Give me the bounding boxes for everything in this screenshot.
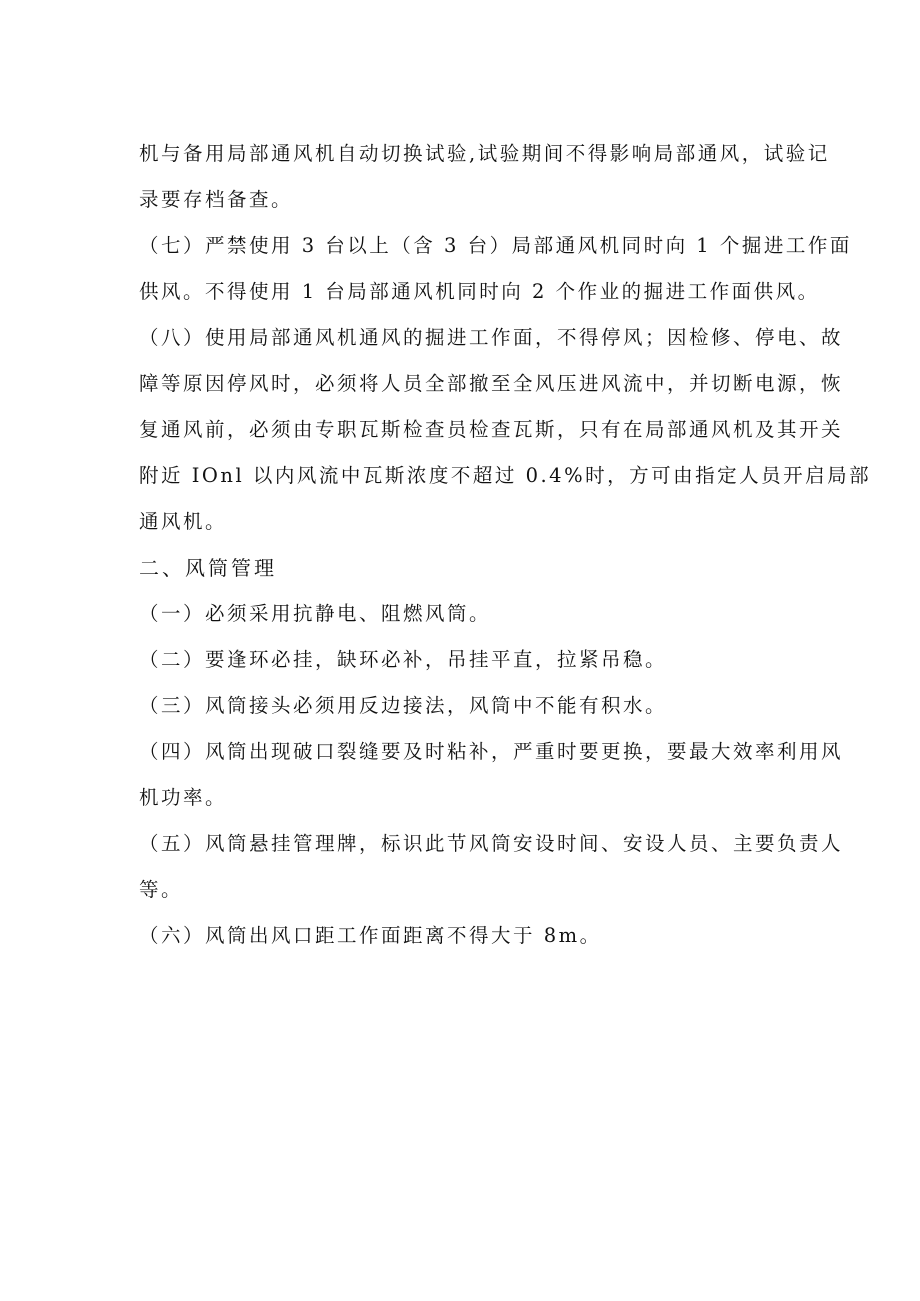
text-line: 机功率。	[139, 786, 228, 809]
text-line: 复通风前，必须由专职瓦斯检查员检查瓦斯，只有在局部通风机及其开关	[139, 418, 844, 441]
text-line: （一）必须采用抗静电、阻燃风筒。	[139, 602, 492, 625]
text-line: （七）严禁使用 3 台以上（含 3 台）局部通风机同时向 1 个掘进工作面	[139, 234, 852, 257]
text-line: （二）要逢环必挂，缺环必补，吊挂平直，拉紧吊稳。	[139, 648, 668, 671]
text-line: 供风。不得使用 1 台局部通风机同时向 2 个作业的掘进工作面供风。	[139, 280, 820, 303]
text-line: （六）风筒出风口距工作面距离不得大于 8m。	[139, 924, 602, 947]
text-line: 等。	[139, 878, 184, 901]
text-line: （五）风筒悬挂管理牌，标识此节风筒安设时间、安设人员、主要负责人	[139, 832, 844, 855]
text-line: （三）风筒接头必须用反边接法，风筒中不能有积水。	[139, 694, 668, 717]
text-line: 附近 IOnl 以内风流中瓦斯浓度不超过 0.4%时，方可由指定人员开启局部	[139, 464, 872, 487]
text-line: 通风机。	[139, 510, 228, 533]
text-line: 录要存档备查。	[139, 188, 294, 211]
text-line: （八）使用局部通风机通风的掘进工作面，不得停风；因检修、停电、故	[139, 326, 844, 349]
section-heading: 二、风筒管理	[139, 556, 277, 580]
text-line: 障等原因停风时，必须将人员全部撤至全风压进风流中，并切断电源，恢	[139, 372, 844, 395]
document-body	[139, 137, 872, 965]
text-line: （四）风筒出现破口裂缝要及时粘补，严重时要更换，要最大效率利用风	[139, 740, 844, 763]
text-line: 机与备用局部通风机自动切换试验,试验期间不得影响局部通风，试验记	[139, 142, 830, 165]
